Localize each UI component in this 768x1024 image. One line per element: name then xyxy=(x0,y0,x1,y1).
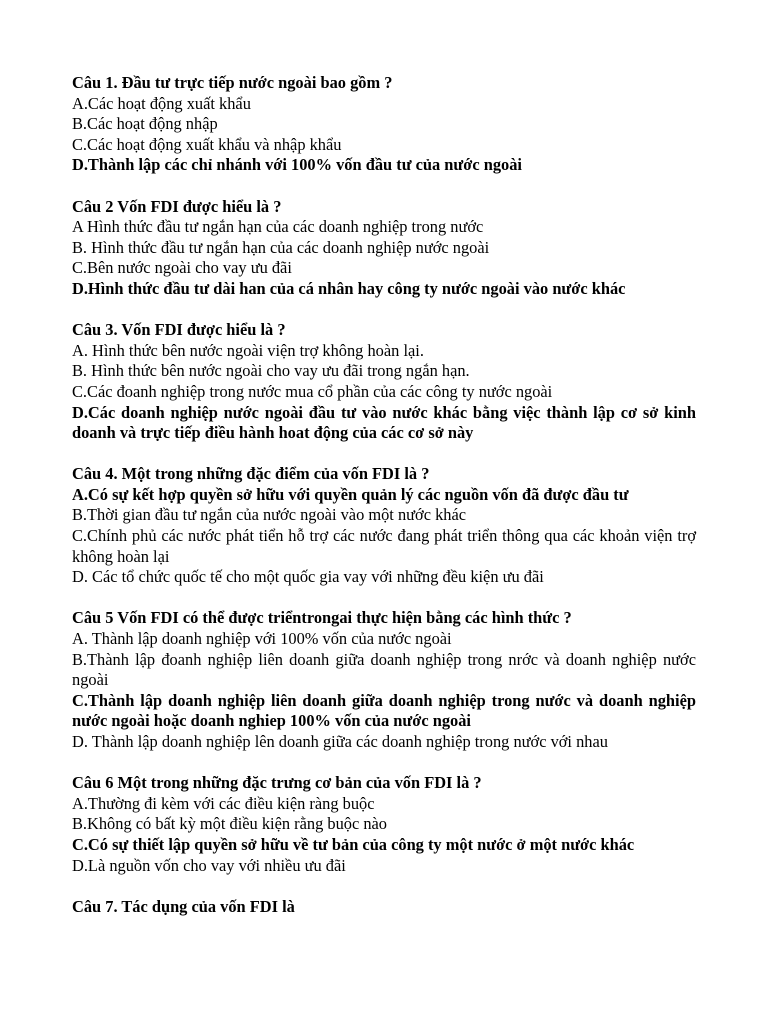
question-title: Câu 5 Vốn FDI có thể được triểntrongai thực hiện bằng các hình thức ? xyxy=(72,608,572,628)
question-title: Câu 4. Một trong những đặc điểm của vốn FDI là ? xyxy=(72,464,430,484)
document-page xyxy=(72,73,696,938)
question-title: Câu 6 Một trong những đặc trưng cơ bản của vốn FDI là ? xyxy=(72,773,482,793)
answer-option: D.Là nguồn vốn cho vay với nhiều ưu đãi xyxy=(72,855,346,875)
question-title: Câu 1. Đầu tư trực tiếp nước ngoài bao gồm ? xyxy=(72,73,393,92)
answer-option: A Hình thức đầu tư ngắn hạn của các doanh nghiệp trong nước xyxy=(72,217,484,237)
answer-option: B. Hình thức đầu tư ngắn hạn của các doanh nghiệp nước ngoài xyxy=(72,237,490,257)
answer-option: D. Thành lập doanh nghiệp lên doanh giữa các doanh nghiệp trong nước với nhau xyxy=(72,732,608,751)
question-title: Câu 7. Tác dụng của vốn FDI là xyxy=(72,896,295,916)
answer-option: C.Các hoạt động xuất khẩu và nhập khẩu xyxy=(72,134,342,154)
question-block-6 xyxy=(72,773,696,876)
question-block-1 xyxy=(72,73,696,176)
answer-option-correct: A.Có sự kết hợp quyền sở hữu với quyền quản lý các nguồn vốn đã được đầu tư xyxy=(72,484,629,504)
answer-option: C.Bên nước ngoài cho vay ưu đãi xyxy=(72,258,292,278)
question-block-7 xyxy=(72,897,696,918)
answer-option: B.Thời gian đầu tư ngắn của nước ngoài vào một nước khác xyxy=(72,505,467,525)
answer-option: A.Thường đi kèm với các điều kiện ràng buộc xyxy=(72,793,375,813)
answer-option: D. Các tổ chức quốc tế cho một quốc gia vay với những đều kiện ưu đãi xyxy=(72,567,544,587)
question-title: Câu 2 Vốn FDI được hiểu là ? xyxy=(72,196,282,216)
question-title: Câu 3. Vốn FDI được hiểu là ? xyxy=(72,320,286,340)
answer-option: B.Các hoạt động nhập xyxy=(72,114,218,134)
answer-option: C.Các đoanh nghiệp trong nước mua cổ phần của các công ty nước ngoài xyxy=(72,381,553,401)
question-block-3 xyxy=(72,320,696,444)
question-block-4 xyxy=(72,464,696,588)
answer-option: A.Các hoạt động xuất khẩu xyxy=(72,93,251,113)
answer-option: A. Hình thức bên nước ngoài viện trợ không hoàn lại. xyxy=(72,340,424,360)
answer-option: B.Thành lập đoanh nghiệp liên doanh giữa doanh nghiệp trong nrớc và doanh nghiệp nước ngoài xyxy=(72,649,696,690)
answer-option: A. Thành lập doanh nghiệp với 100% vốn của nước ngoài xyxy=(72,629,452,649)
answer-option: B.Không có bất kỳ một điều kiện rằng buộc nào xyxy=(72,814,387,834)
answer-option-correct: C.Có sự thiết lập quyền sở hữu về tư bản của công ty một nước ở một nước khác xyxy=(72,834,635,854)
answer-option-correct: D.Thành lập các chỉ nhánh với 100% vốn đầu tư của nước ngoài xyxy=(72,155,522,175)
answer-option: C.Chính phủ các nước phát tiển hỗ trợ các nước đang phát triển thông qua các khoản viện trợ không hoàn lại xyxy=(72,526,696,566)
answer-option: B. Hình thức bên nước ngoài cho vay ưu đãi trong ngắn hạn. xyxy=(72,361,470,381)
answer-option-correct: D.Các doanh nghiệp nước ngoài đầu tư vào nước khác bằng việc thành lập cơ sở kinh doanh và trực tiếp điều hành hoat động của các cơ sở này xyxy=(72,402,696,443)
answer-option-correct: C.Thành lập doanh nghiệp liên doanh giữa doanh nghiệp trong nước và doanh nghiệp nước ngoài hoặc doanh nghiep 100% vốn của nước ngoài xyxy=(72,690,696,731)
answer-option-correct: D.Hình thức đầu tư dài han của cá nhân hay công ty nước ngoài vào nước khác xyxy=(72,278,626,298)
question-block-5 xyxy=(72,608,696,752)
question-block-2 xyxy=(72,197,696,300)
